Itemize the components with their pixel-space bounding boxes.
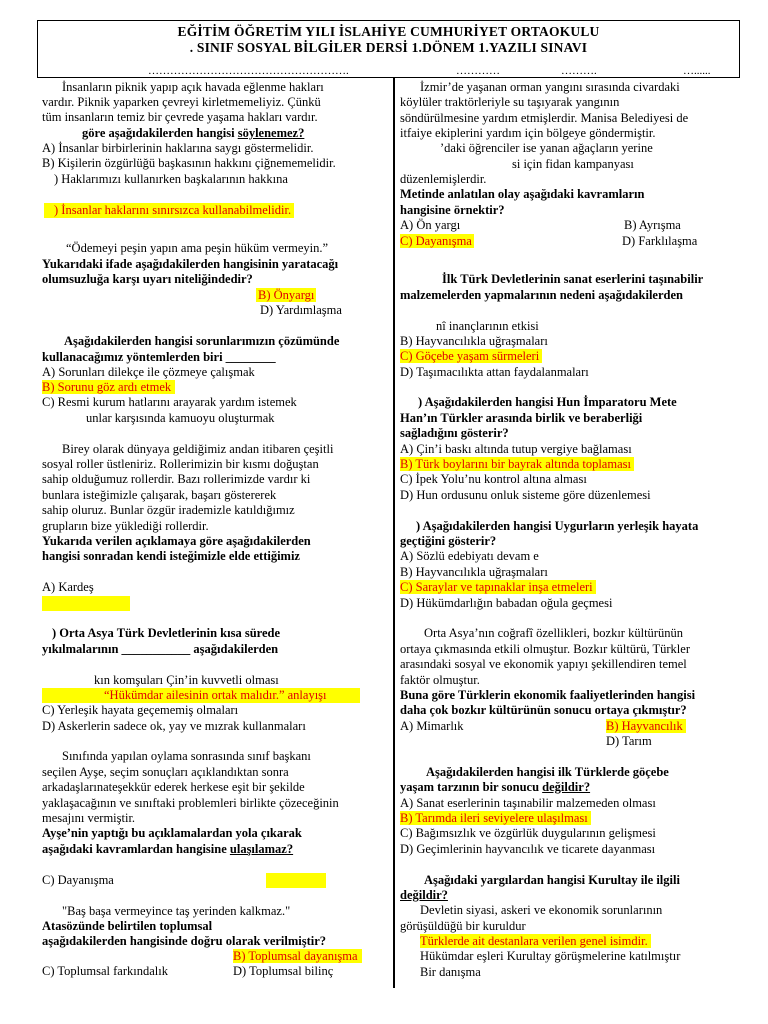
q8-stem: Metinde anlatılan olay aşağıdaki kavramların [400, 187, 645, 201]
q7-stem: Atasözünde belirtilen toplumsal [42, 919, 213, 933]
q5-option-d: D) Askerlerin sadece ok, yay ve mızrak kullanmaları [42, 719, 306, 733]
q6-answer-highlight [266, 873, 326, 888]
q1-option-d-answer: ) İnsanlar haklarını sınırsızca kullanabilmelidir. [44, 203, 294, 218]
q9-stem: malzemelerden yapmalarının nedeni aşağıdakilerden [400, 288, 683, 302]
q6-stem: Ayşe’nin yaptığı bu açıklamalardan yola çıkarak [42, 826, 302, 840]
q11-option-d: D) Hükümdarlığın babadan oğula geçmesi [400, 596, 613, 610]
q3-stem: kullanacağımız yöntemlerden biri ________ [42, 350, 276, 364]
q11-stem: geçtiğini gösterir? [400, 534, 497, 548]
q4-passage-line: Birey olarak dünyaya geldiğimiz andan itibaren çeşitli [62, 442, 334, 456]
q8-option-d: D) Farklılaşma [622, 234, 698, 248]
q6-passage-line: seçilen Ayşe, seçim sonuçları açıklandıktan sonra [42, 765, 289, 779]
q11-option-c-answer: C) Saraylar ve tapınaklar inşa etmeleri [400, 580, 596, 594]
q8-passage-line: köylüler traktörleriyle su taşıyarak yangının [400, 95, 620, 109]
q10-option-c: C) İpek Yolu’nu kontrol altına alması [400, 472, 587, 486]
q8-passage-line: si için fidan kampanyası [512, 157, 634, 171]
q8-stem: hangisine örnektir? [400, 203, 505, 217]
q5-stem: yıkılmalarının ___________ aşağıdakilerden [42, 642, 279, 656]
q12-option-d: D) Tarım [606, 734, 652, 748]
q12-stem: Buna göre Türklerin ekonomik faaliyetlerinden hangisi [400, 688, 696, 702]
q9-option-c-answer: C) Göçebe yaşam sürmeleri [400, 349, 542, 363]
q1-option-a: A) İnsanlar birbirlerinin haklarına saygı göstermelidir. [42, 141, 314, 155]
q4-stem: Yukarıda verilen açıklamaya göre aşağıdakilerden [42, 534, 311, 548]
q14-stem: değildir? [400, 888, 448, 902]
q4-passage-line: grupların bize yüklediği rollerdir. [42, 519, 209, 533]
q11-option-a: A) Sözlü edebiyatı devam e [400, 549, 539, 563]
q8-passage-line: İzmir’de yaşanan orman yangını sırasında civardaki [420, 80, 680, 94]
q6-passage-line: Sınıfında yapılan oylama sonrasında sınıf başkanı [62, 749, 311, 763]
q14-stem: Aşağıdaki yargılardan hangisi Kurultay ile ilgili [424, 873, 680, 887]
q12-passage-line: Orta Asya’nın coğrafî özellikleri, bozkır kültürünün [424, 626, 683, 640]
q13-option-a: A) Sanat eserlerinin taşınabilir malzemeden olması [400, 796, 656, 810]
q8-passage-line: ’daki öğrenciler ise yanan ağaçların yerine [440, 141, 653, 155]
q4-passage-line: sosyal roller üstleniriz. Rollerimizin bir kısmı doğuştan [42, 457, 319, 471]
q12-passage-line: ortaya çıkmasında etkili olmuştur. Bozkır kültürü, Türkler [400, 642, 690, 656]
q3-stem: Aşağıdakilerden hangisi sorunlarımızın çözümünde [64, 334, 340, 348]
q2-stem: Yukarıdaki ifade aşağıdakilerden hangisinin yaratacağı [42, 257, 339, 271]
q1-option-b: B) Kişilerin özgürlüğü başkasının hakkını çiğnememelidir. [42, 156, 336, 170]
q14-option-b-answer: Türklerde ait destanlara verilen genel isimdir. [420, 934, 651, 948]
q9-option-b: B) Hayvancılıkla uğraşmaları [400, 334, 548, 348]
q6-stem [42, 842, 293, 858]
q13-stem-negation: değildir? [542, 780, 591, 794]
q4-stem: hangisi sonradan kendi isteğimizle elde ettiğimiz [42, 549, 300, 563]
q12-option-b-answer: B) Hayvancılık [606, 719, 686, 733]
q6-passage-line: yaklaşacağının ve sınıftaki problemleri birlikte çözeceğinin [42, 796, 339, 810]
q6-stem-text: aşağıdaki kavramlardan hangisine [42, 842, 230, 856]
name-blank: ………………………………………………. [148, 65, 349, 77]
q11-stem: ) Aşağıdakilerden hangisi Uygurların yerleşik hayata [416, 519, 699, 533]
q1-stem [82, 126, 304, 142]
q14-option-d: Bir danışma [420, 965, 481, 979]
q1-passage-line: vardır. Piknik yaparken çevreyi kirletmemeliyiz. Çünkü [42, 95, 321, 109]
q12-stem: daha çok bozkır kültürünün sonucu ortaya çıkmıştır? [400, 703, 687, 717]
q14-option-c: Hükümdar eşleri Kurultay görüşmelerine katılmıştır [420, 949, 681, 963]
q5-stem: ) Orta Asya Türk Devletlerinin kısa sürede [52, 626, 281, 640]
q8-passage-line: söndürülmesine yardım etmişlerdir. Manisa Belediyesi de [400, 111, 689, 125]
q3-option-a: A) Sorunları dilekçe ile çözmeye çalışmak [42, 365, 255, 379]
q13-option-b-answer: B) Tarımda ileri seviyelere ulaşılması [400, 811, 591, 825]
q9-stem: İlk Türk Devletlerinin sanat eserlerini taşınabilir [442, 272, 704, 286]
q10-stem: ) Aşağıdakilerden hangisi Hun İmparatoru Mete [418, 395, 677, 409]
q3-option-b-answer: B) Sorunu göz ardı etmek [42, 380, 175, 394]
school-title: EĞİTİM ÖĞRETİM YILI İSLAHİYE CUMHURİYET ORTAOKULU [177, 24, 600, 39]
q5-option-b-answer: “Hükümdar ailesinin ortak malıdır.” anlayışı [104, 688, 327, 702]
q1-stem-negation: söylenemez? [237, 126, 305, 140]
score-blank: …...... [683, 65, 711, 77]
q6-option-c: C) Dayanışma [42, 873, 114, 887]
q6-passage-line: arkadaşlarınateşekkür ederek herkese eşit bir şekilde [42, 780, 305, 794]
q4-option-a: A) Kardeş [42, 580, 94, 594]
exam-header [37, 20, 740, 78]
q3-option-c: C) Resmi kurum hatlarını arayarak yardım istemek [42, 395, 297, 409]
q2-option-b-answer: B) Önyargı [258, 288, 315, 302]
q1-passage-line: İnsanların piknik yapıp açık havada eğlenme hakları [62, 80, 324, 94]
q6-stem-negation: ulaşılamaz? [229, 842, 294, 856]
q5-option-b-row [42, 688, 360, 703]
q13-stem-text: yaşam tarzının bir sonucu [400, 780, 543, 794]
q8-option-b: B) Ayrışma [624, 218, 681, 232]
q7-quote: "Baş başa vermeyince taş yerinden kalkmaz." [62, 904, 291, 918]
q10-option-b-answer: B) Türk boylarını bir bayrak altında toplaması [400, 457, 634, 471]
q8-option-a: A) Ön yargı [400, 218, 461, 232]
q4-passage-line: sahip oluruz. Bunlar özgür irademizle katıldığımız [42, 503, 295, 517]
q4-answer-highlight [42, 596, 130, 611]
q5-option-c: C) Yerleşik hayata geçememiş olmaları [42, 703, 239, 717]
q4-passage-line: bunlara isteğimizle çalışarak, başarı göstererek [42, 488, 277, 502]
q7-option-c: C) Toplumsal farkındalık [42, 964, 168, 978]
q11-option-b: B) Hayvancılıkla uğraşmaları [400, 565, 548, 579]
q8-passage-line: itfaiye ekiplerini yardım için bölgeye göndermiştir. [400, 126, 656, 140]
q2-quote: “Ödemeyi peşin yapın ama peşin hüküm vermeyin.” [66, 241, 329, 255]
q7-option-b-answer: B) Toplumsal dayanışma [233, 949, 362, 963]
q7-stem: aşağıdakilerden hangisinde doğru olarak verilmiştir? [42, 934, 327, 948]
q2-stem: olumsuzluğa karşı uyarı niteliğindedir? [42, 272, 253, 286]
q14-option-a: görüşüldüğü bir kuruldur [400, 919, 526, 933]
q7-option-d: D) Toplumsal bilinç [233, 964, 334, 978]
q3-option-d: unlar karşısında kamuoyu oluşturmak [86, 411, 275, 425]
q1-option-c: ) Haklarımızı kullanırken başkalarının hakkına [54, 172, 288, 186]
q10-option-d: D) Hun ordusunu onluk sisteme göre düzenlemesi [400, 488, 651, 502]
q1-passage-line: tüm insanların temiz bir çevrede yaşama hakları vardır. [42, 110, 318, 124]
class-blank: ………… [456, 65, 500, 77]
q9-option-a: nî inançlarının etkisi [436, 319, 539, 333]
q12-passage-line: faktör olmuştur. [400, 673, 480, 687]
q13-stem: Aşağıdakilerden hangisi ilk Türklerde göçebe [426, 765, 669, 779]
q8-option-c-answer: C) Dayanışma [400, 234, 472, 248]
exam-title: . SINIF SOSYAL BİLGİLER DERSİ 1.DÖNEM 1.YAZILI SINAVI [189, 40, 588, 55]
q9-option-d: D) Taşımacılıkta attan faydalanmaları [400, 365, 589, 379]
q13-option-d: D) Geçimlerinin hayvancılık ve ticarete dayanması [400, 842, 656, 856]
q14-option-a: Devletin siyasi, askeri ve ekonomik sorunlarının [420, 903, 663, 917]
column-divider [393, 78, 395, 988]
q5-option-a: kın komşuları Çin’in kuvvetli olması [94, 673, 279, 687]
q2-option-d: D) Yardımlaşma [260, 303, 342, 317]
q13-option-c: C) Bağımsızlık ve özgürlük duygularının gelişmesi [400, 826, 656, 840]
q4-passage-line: sahip olduğumuz rollerdir. Bazı rollerimizde vardır ki [42, 472, 311, 486]
q10-stem: Han’ın Türkler arasında birlik ve beraberliği [400, 411, 643, 425]
q6-passage-line: mesajını vermiştir. [42, 811, 136, 825]
q10-option-a: A) Çin’i baskı altında tutup vergiye bağlaması [400, 442, 632, 456]
q13-stem [400, 780, 590, 796]
number-blank: ………. [561, 65, 597, 77]
q1-stem-text: göre aşağıdakilerden hangisi [82, 126, 238, 140]
q8-passage-line: düzenlemişlerdir. [400, 172, 487, 186]
q12-passage-line: arasındaki sosyal ve ekonomik yapıyı şekillendiren temel [400, 657, 687, 671]
q10-stem: sağladığını gösterir? [400, 426, 509, 440]
q12-option-a: A) Mimarlık [400, 719, 464, 733]
